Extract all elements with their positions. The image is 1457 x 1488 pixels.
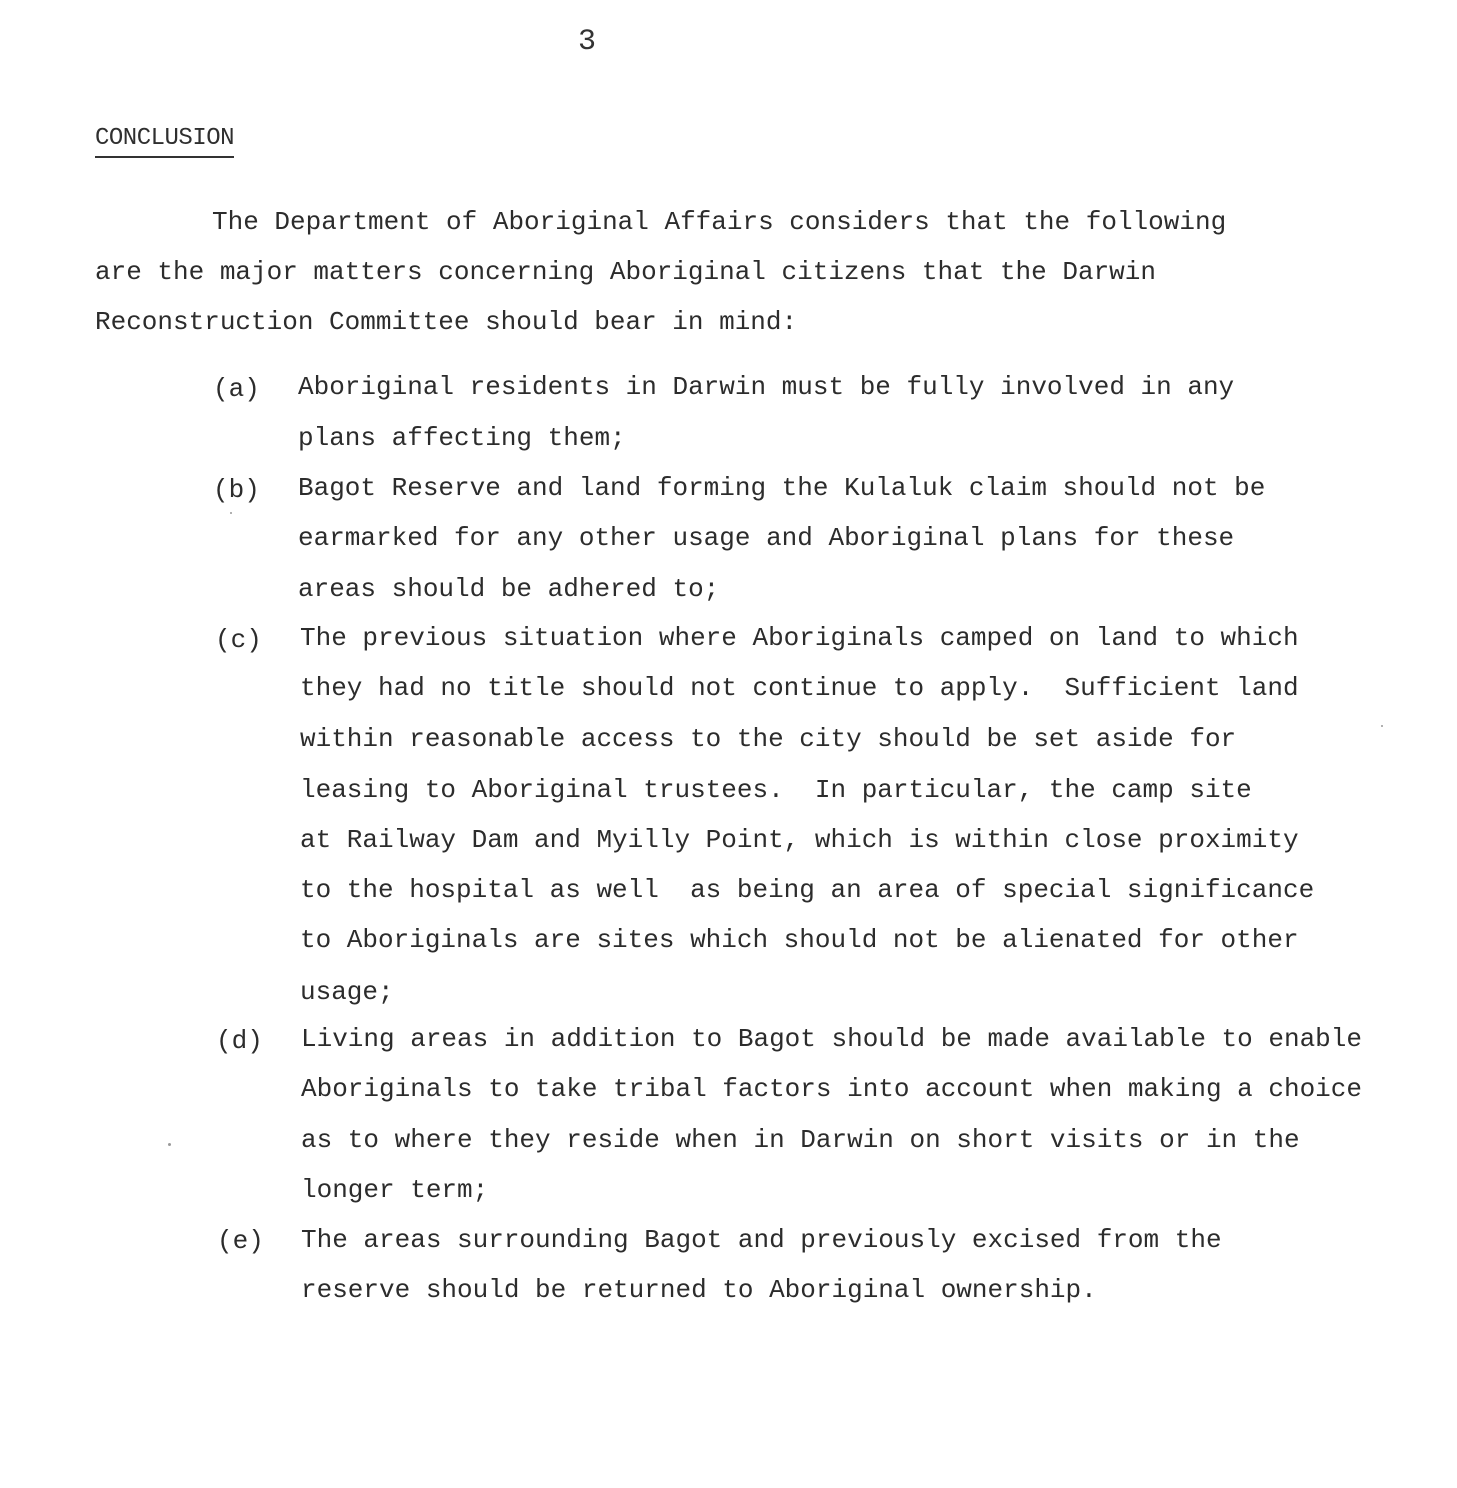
list-item-line: usage; bbox=[300, 977, 394, 1007]
list-item-line: Aboriginals to take tribal factors into account when making a choice bbox=[301, 1074, 1362, 1104]
list-item-marker: (d) bbox=[216, 1026, 263, 1056]
list-item-line: areas should be adhered to; bbox=[298, 574, 720, 604]
list-item-line: leasing to Aboriginal trustees. In particular, the camp site bbox=[300, 775, 1252, 805]
list-item-marker: (e) bbox=[217, 1226, 264, 1256]
intro-line: are the major matters concerning Aboriginal citizens that the Darwin bbox=[95, 257, 1156, 287]
list-item-line: The areas surrounding Bagot and previously excised from the bbox=[301, 1225, 1222, 1255]
list-item-marker: (a) bbox=[213, 374, 260, 404]
section-heading: CONCLUSION bbox=[95, 122, 234, 158]
list-item-line: to Aboriginals are sites which should not be alienated for other bbox=[300, 925, 1299, 955]
intro-line: Reconstruction Committee should bear in mind: bbox=[95, 307, 798, 337]
list-item-line: at Railway Dam and Myilly Point, which is within close proximity bbox=[300, 825, 1299, 855]
list-item-marker: (b) bbox=[213, 475, 260, 505]
list-item-line: Living areas in addition to Bagot should be made available to enable bbox=[301, 1024, 1362, 1054]
list-item-line: reserve should be returned to Aboriginal ownership. bbox=[301, 1275, 1097, 1305]
list-item-line: longer term; bbox=[301, 1175, 489, 1205]
scan-speck bbox=[1381, 725, 1383, 727]
list-item-line: The previous situation where Aboriginals camped on land to which bbox=[300, 623, 1299, 653]
page-number: 3 bbox=[578, 25, 597, 59]
list-item-line: Aboriginal residents in Darwin must be fully involved in any bbox=[298, 372, 1235, 402]
list-item-marker: (c) bbox=[215, 625, 262, 655]
list-item-line: within reasonable access to the city should be set aside for bbox=[300, 724, 1237, 754]
list-item-line: earmarked for any other usage and Aboriginal plans for these bbox=[298, 523, 1235, 553]
list-item-line: Bagot Reserve and land forming the Kulaluk claim should not be bbox=[298, 473, 1266, 503]
scan-speck bbox=[230, 512, 232, 514]
list-item-line: to the hospital as well as being an area of special significance bbox=[300, 875, 1315, 905]
list-item-line: they had no title should not continue to apply. Sufficient land bbox=[300, 673, 1299, 703]
list-item-line: plans affecting them; bbox=[298, 423, 626, 453]
list-item-line: as to where they reside when in Darwin on short visits or in the bbox=[301, 1125, 1300, 1155]
intro-line: The Department of Aboriginal Affairs considers that the following bbox=[212, 207, 1227, 237]
scan-speck bbox=[168, 1143, 171, 1146]
